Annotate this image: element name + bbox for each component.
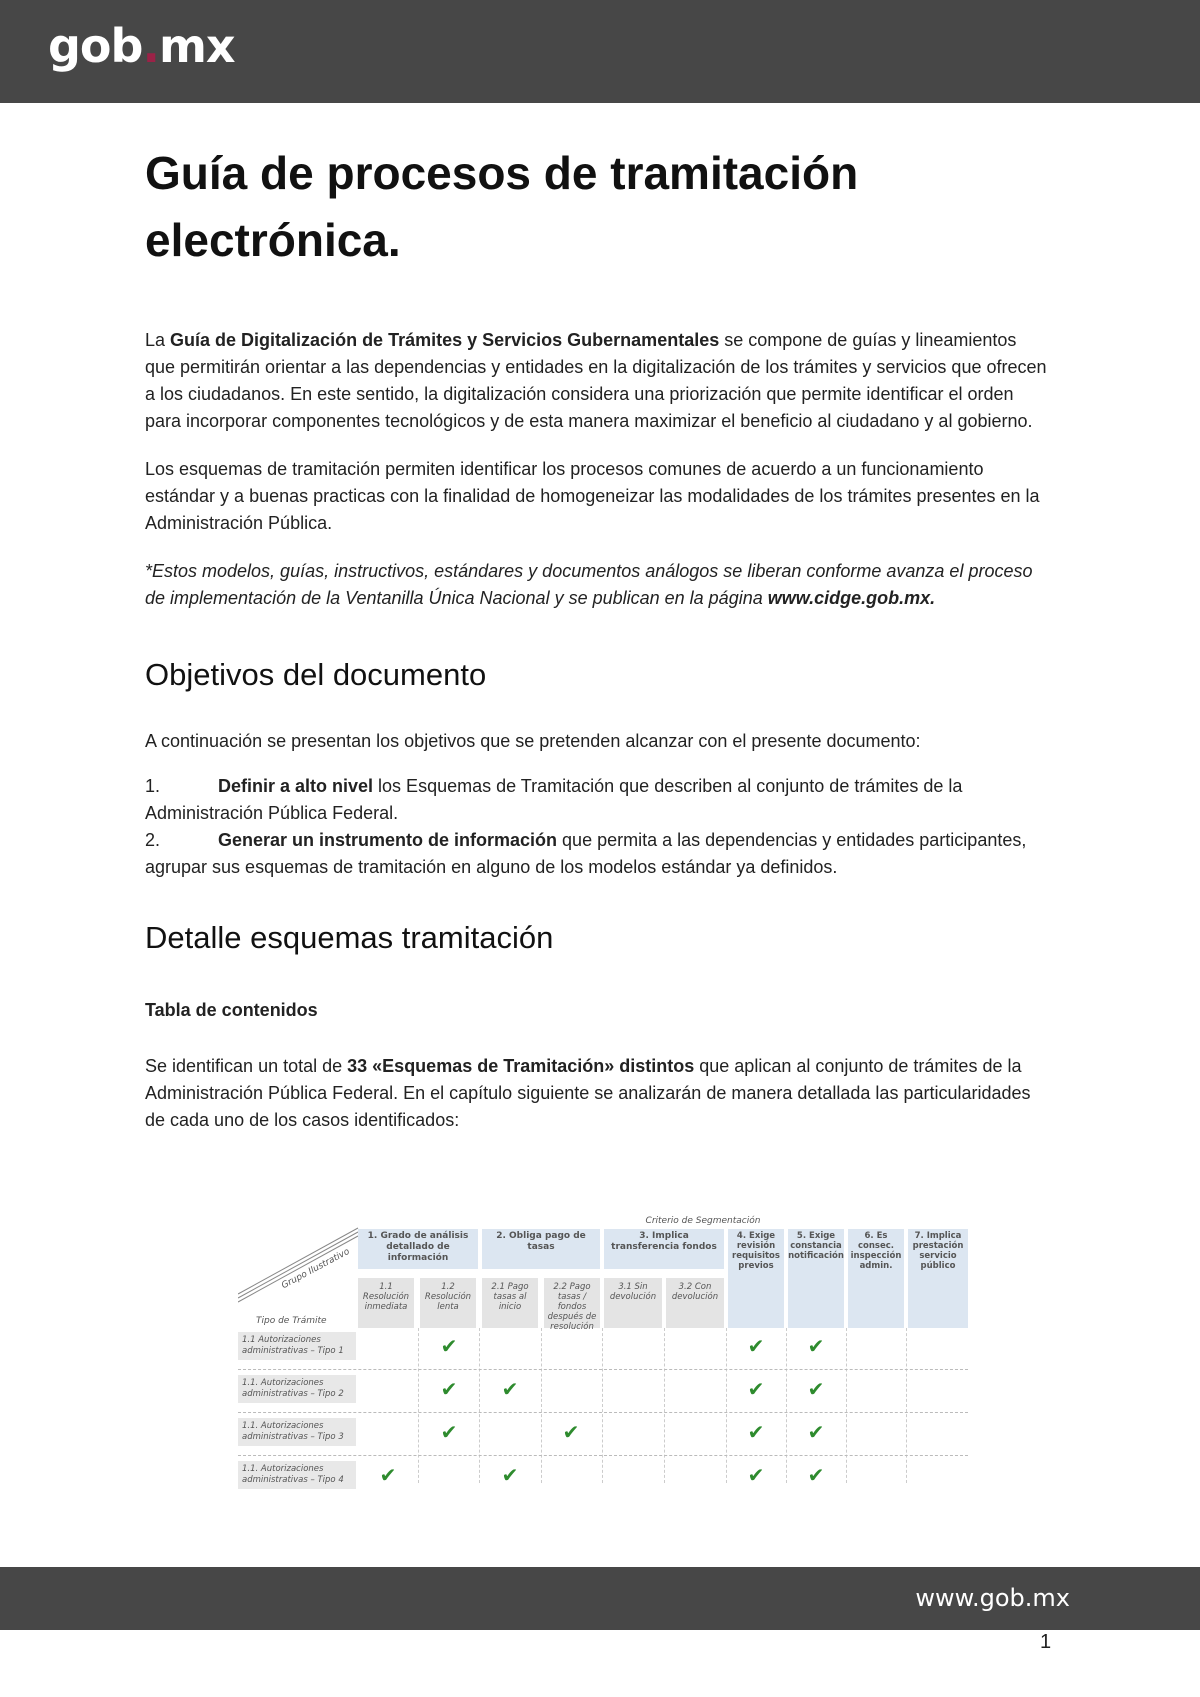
check-icon: ✔ [501, 1463, 519, 1487]
list-item: 1. Definir a alto nivel los Esquemas de Tramitación que describen al conjunto de trámites de la Administración Pública Federal. [145, 776, 963, 823]
gobmx-logo[interactable]: gob.mx [48, 19, 235, 73]
criteria-6: 6. Es consec. inspección admin. [848, 1229, 904, 1328]
section-detail-title: Detalle esquemas tramitación [145, 920, 554, 955]
sub-criteria-3-2: 3.2 Con devolución [666, 1278, 724, 1328]
table-row-label: 1.1. Autorizaciones administrativas – Tipo 3 [238, 1418, 356, 1446]
page-title: Guía de procesos de tramitación electrónica. [145, 147, 859, 266]
tipo-tramite-label: Tipo de Trámite [256, 1316, 327, 1326]
footer-url[interactable]: www.gob.mx [915, 1584, 1070, 1612]
page-number: 1 [1040, 1631, 1052, 1653]
table-row-label: 1.1 Autorizaciones administrativas – Tipo 1 [238, 1332, 356, 1360]
objectives-list [145, 773, 1050, 881]
check-icon: ✔ [747, 1377, 765, 1401]
check-icon: ✔ [440, 1420, 458, 1444]
check-icon: ✔ [501, 1377, 519, 1401]
cidge-link[interactable]: www.cidge.gob.mx [767, 588, 931, 608]
criteria-title: Criterio de Segmentación [645, 1216, 761, 1226]
header-bar [0, 0, 1200, 103]
sub-criteria-2-2: 2.2 Pago tasas / fondos después de resolución [544, 1278, 600, 1328]
check-icon: ✔ [807, 1334, 825, 1358]
check-icon: ✔ [562, 1420, 580, 1444]
section-objectives-title: Objetivos del documento [145, 657, 487, 692]
disclaimer-paragraph: *Estos modelos, guías, instructivos, estándares y documentos análogos se liberan conforme avanza el proceso de implementación de la Ventanilla Única Nacional y se publican en la página www.cidge.gob.mx. [145, 561, 1033, 608]
footer-bar [0, 1567, 1200, 1630]
objectives-intro: A continuación se presentan los objetivos que se pretenden alcanzar con el presente documento: [145, 731, 921, 751]
check-icon: ✔ [747, 1334, 765, 1358]
check-icon: ✔ [807, 1377, 825, 1401]
sub-criteria-2-1: 2.1 Pago tasas al inicio [482, 1278, 538, 1328]
intro-paragraph: La Guía de Digitalización de Trámites y Servicios Gubernamentales se compone de guías y lineamientos que permitirán orientar a las dependencias y entidades en la digitalización de los trámites y servicios que ofrecen a los ciudadanos. En este sentido, la digitalización considera una priorización que permite identificar el orden para incorporar componentes tecnológicos y de esta manera maximizar el beneficio al ciudadano y al gobierno. [145, 330, 1047, 431]
criteria-group-3: 3. Implica transferencia fondos [604, 1229, 724, 1269]
criteria-7: 7. Implica prestación servicio público [908, 1229, 968, 1328]
check-icon: ✔ [747, 1420, 765, 1444]
check-icon: ✔ [807, 1463, 825, 1487]
sub-criteria-1-1: 1.1 Resolución inmediata [358, 1278, 414, 1328]
check-icon: ✔ [807, 1420, 825, 1444]
diagonal-label: Grupo Ilustrativo [280, 1246, 352, 1292]
check-icon: ✔ [379, 1463, 397, 1487]
schemes-table-figure [238, 1216, 968, 1486]
check-icon: ✔ [747, 1463, 765, 1487]
summary-paragraph: Se identifican un total de 33 «Esquemas de Tramitación» distintos que aplican al conjunto de trámites de la Administración Pública Federal. En el capítulo siguiente se analizarán de manera detallada las particularidades de cada uno de los casos identificados: [145, 1056, 1031, 1130]
table-row-label: 1.1. Autorizaciones administrativas – Tipo 2 [238, 1375, 356, 1403]
sub-criteria-3-1: 3.1 Sin devolución [604, 1278, 662, 1328]
criteria-4: 4. Exige revisión requisitos previos [728, 1229, 784, 1328]
document-body [145, 140, 1050, 1134]
schemes-paragraph: Los esquemas de tramitación permiten identificar los procesos comunes de acuerdo a un funcionamiento estándar y a buenas practicas con la finalidad de homogeneizar las modalidades de los trámites presentes en la Administración Pública. [145, 459, 1040, 533]
criteria-5: 5. Exige constancia notificación [788, 1229, 844, 1328]
list-item: 2. Generar un instrumento de información que permita a las dependencias y entidades participantes, agrupar sus esquemas de tramitación en alguno de los modelos estándar ya definidos. [145, 830, 1027, 877]
table-row-label: 1.1. Autorizaciones administrativas – Tipo 4 [238, 1461, 356, 1489]
criteria-group-1: 1. Grado de análisis detallado de información [358, 1229, 478, 1269]
toc-title: Tabla de contenidos [145, 1000, 318, 1020]
sub-criteria-1-2: 1.2 Resolución lenta [420, 1278, 476, 1328]
check-icon: ✔ [440, 1334, 458, 1358]
check-icon: ✔ [440, 1377, 458, 1401]
criteria-group-2: 2. Obliga pago de tasas [482, 1229, 600, 1269]
